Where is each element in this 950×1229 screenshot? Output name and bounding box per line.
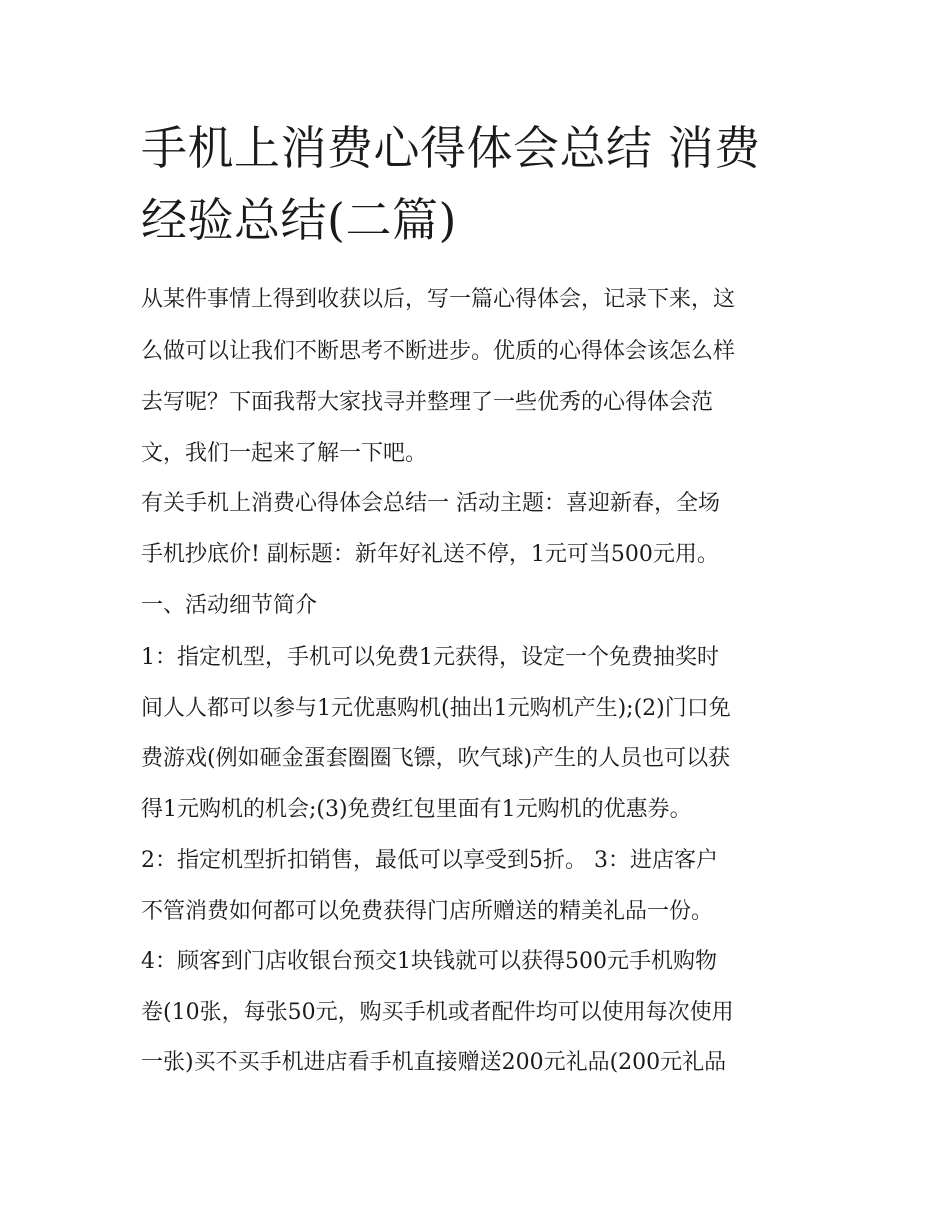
item-1-line-1: 1：指定机型，手机可以免费1元获得，设定一个免费抽奖时 bbox=[141, 645, 719, 670]
item-2-line-1: 2：指定机型折扣销售，最低可以享受到5折。 3：进店客户 bbox=[141, 848, 718, 873]
intro-line-4: 文，我们一起来了解一下吧。 bbox=[141, 441, 428, 466]
intro-line-1: 从某件事情上得到收获以后，写一篇心得体会，记录下来，这 bbox=[141, 287, 736, 312]
item-4-line-3: 一张)买不买手机进店看手机直接赠送200元礼品(200元礼品 bbox=[141, 1050, 727, 1075]
activity-line-1: 有关手机上消费心得体会总结一 活动主题：喜迎新春，全场 bbox=[141, 491, 720, 516]
title-line-1: 手机上消费心得体会总结 消费 bbox=[141, 121, 761, 175]
activity-line-2: 手机抄底价! 副标题：新年好礼送不停，1元可当500元用。 bbox=[141, 542, 719, 567]
title-line-2: 经验总结(二篇) bbox=[141, 193, 457, 247]
item-1-line-4: 得1元购机的机会;(3)免费红包里面有1元购机的优惠券。 bbox=[141, 797, 692, 822]
item-4-line-2: 卷(10张，每张50元，购买手机或者配件均可以使用每次使用 bbox=[141, 1000, 734, 1025]
item-1-line-3: 费游戏(例如砸金蛋套圈圈飞镖，吹气球)产生的人员也可以获 bbox=[141, 746, 731, 771]
intro-line-3: 去写呢？下面我帮大家找寻并整理了一些优秀的心得体会范 bbox=[141, 390, 714, 415]
document-title bbox=[141, 112, 821, 256]
section-heading: 一、活动细节简介 bbox=[141, 593, 318, 618]
intro-line-2: 么做可以让我们不断思考不断进步。优质的心得体会该怎么样 bbox=[141, 339, 736, 364]
item-1-line-2: 间人人都可以参与1元优惠购机(抽出1元购机产生);(2)门口免 bbox=[141, 696, 731, 721]
item-4-line-1: 4：顾客到门店收银台预交1块钱就可以获得500元手机购物 bbox=[141, 949, 717, 974]
item-3-line-2: 不管消费如何都可以免费获得门店所赠送的精美礼品一份。 bbox=[141, 899, 714, 924]
